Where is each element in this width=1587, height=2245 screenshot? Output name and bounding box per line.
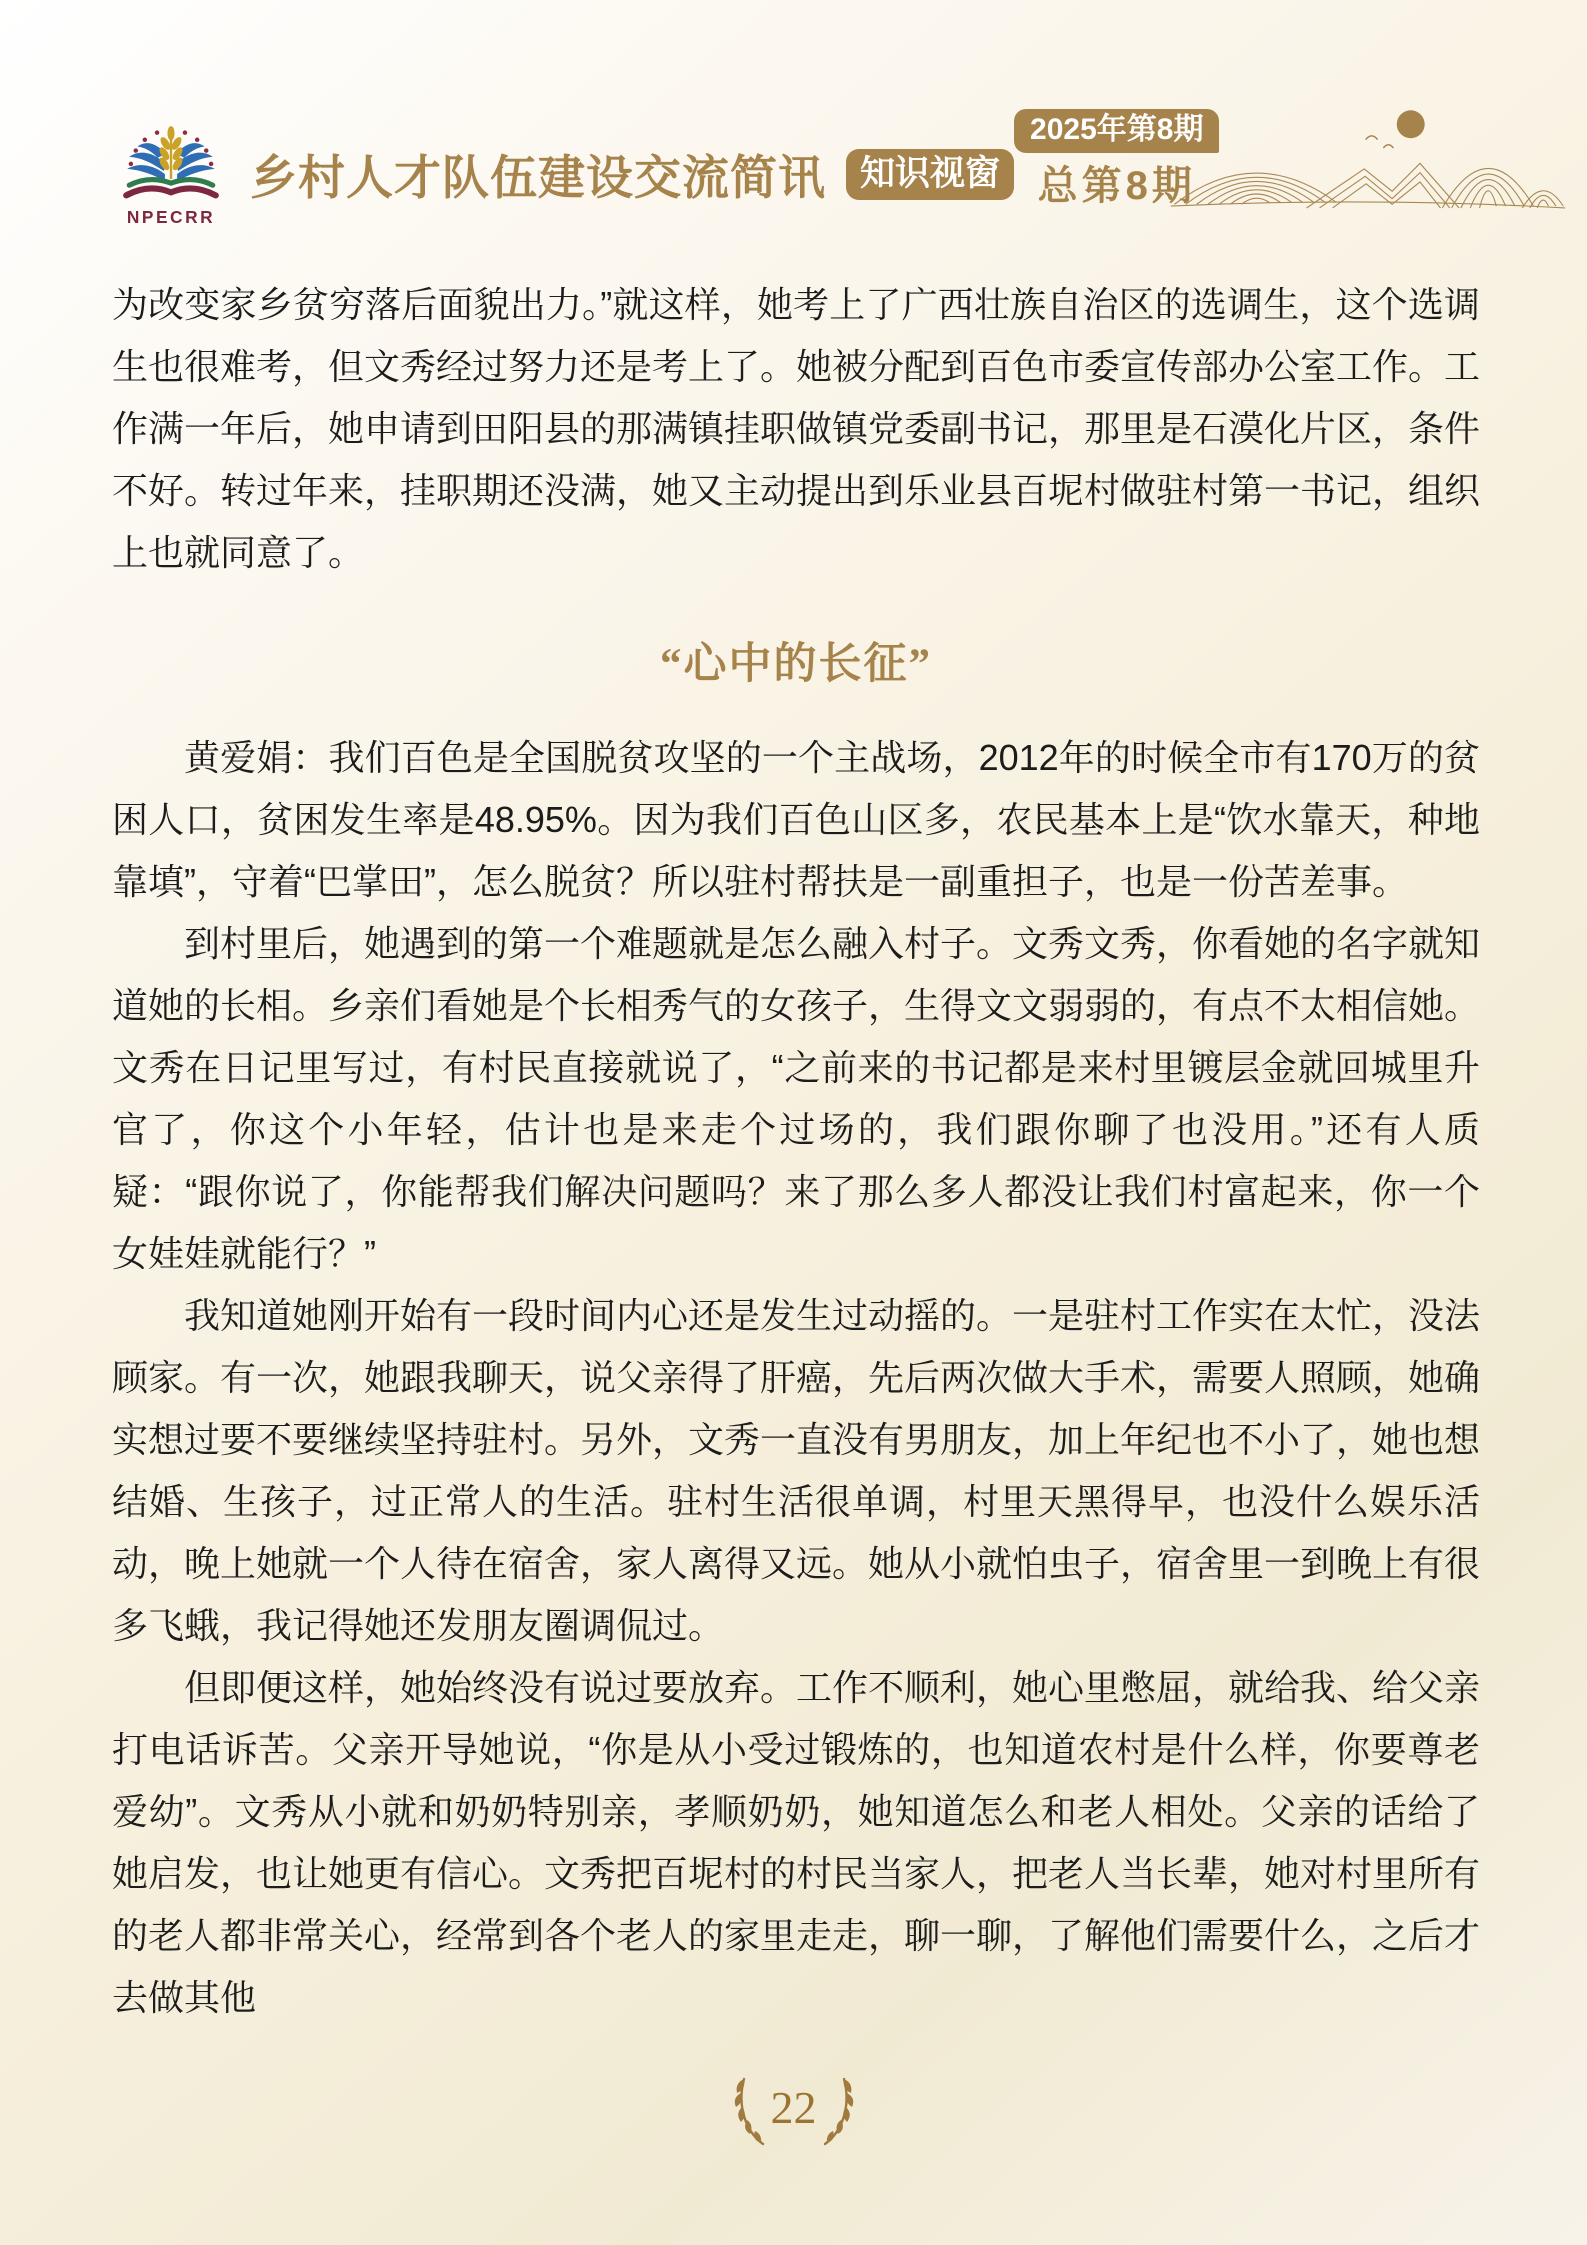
newsletter-title: 乡村人才队伍建设交流简讯 — [250, 150, 826, 204]
laurel-right-icon — [821, 2075, 855, 2147]
issue-badge: 2025年第8期 — [1014, 109, 1219, 153]
paragraph: 但即便这样，她始终没有说过要放弃。工作不顺利，她心里憋屈，就给我、给父亲打电话诉苦。父亲开导她说，“你是从小受过锻炼的，也知道农村是什么样，你要尊老爱幼”。文秀从小就和奶奶特别亲，孝顺奶奶，她知道怎么和老人相处。父亲的话给了她启发，也让她更有信心。文秀把百坭村的村民当家人，把老人当长辈，她对村里所有的老人都非常关心，经常到各个老人的家里走走，聊一聊，了解他们需要什么，之后才去做其他 — [112, 1667, 1481, 2018]
paragraph: 我知道她刚开始有一段时间内心还是发生过动摇的。一是驻村工作实在太忙，没法顾家。有一次，她跟我聊天，说父亲得了肝癌，先后两次做大手术，需要人照顾，她确实想过要不要继续坚持驻村。另外，文秀一直没有男朋友，加上年纪也不小了，她也想结婚、生孩子，过正常人的生活。驻村生活很单调，村里天黑得早，也没什么娱乐活动，晚上她就一个人待在宿舍，家人离得又远。她从小就怕虫子，宿舍里一到晚上有很多飞蛾，我记得她还发朋友圈调侃过。 — [112, 1295, 1481, 1646]
section-heading: “心中的长征” — [660, 641, 932, 688]
logo-acronym: NPECRR — [126, 206, 216, 227]
laurel-left-icon — [733, 2075, 767, 2147]
page-header — [0, 0, 1587, 230]
mountain-sun-icon — [1167, 97, 1567, 225]
paragraph: 到村里后，她遇到的第一个难题就是怎么融入村子。文秀文秀，你看她的名字就知道她的长相。乡亲们看她是个长相秀气的女孩子，生得文文弱弱的，有点不太相信她。文秀在日记里写过，有村民直接就说了，“之前来的书记都是来村里镀层金就回城里升官了，你这个小年轻，估计也是来走个过场的，我们跟你聊了也没用。”还有人质疑：“跟你说了，你能帮我们解决问题吗？来了那么多人都没让我们村富起来，你一个女娃娃就能行？” — [112, 923, 1481, 1274]
paragraph: 黄爱娟：我们百色是全国脱贫攻坚的一个主战场，2012年的时候全市有170万的贫困人口，贫困发生率是48.95%。因为我们百色山区多，农民基本上是“饮水靠天，种地靠填”，守着“巴掌田”，怎么脱贫？所以驻村帮扶是一副重担子，也是一份苦差事。 — [112, 737, 1480, 902]
page-number: 22 — [770, 2082, 817, 2133]
npecrr-logo-icon — [112, 118, 230, 230]
issue-total-label: 总第8期 — [1037, 164, 1196, 208]
page-footer — [0, 2075, 1587, 2147]
masthead — [112, 118, 1014, 230]
knowledge-window-badge: 知识视窗 — [846, 149, 1014, 200]
paragraph: 为改变家乡贫穷落后面貌出力。”就这样，她考上了广西壮族自治区的选调生，这个选调生也很难考，但文秀经过努力还是考上了。她被分配到百色市委宣传部办公室工作。工作满一年后，她申请到田阳县的那满镇挂职做镇党委副书记，那里是石漠化片区，条件不好。转过年来，挂职期还没满，她又主动提出到乐业县百坭村做驻村第一书记，组织上也就同意了。 — [112, 284, 1481, 573]
issue-info — [1014, 109, 1567, 225]
issue-block — [1014, 109, 1219, 211]
article-body — [0, 230, 1587, 2029]
